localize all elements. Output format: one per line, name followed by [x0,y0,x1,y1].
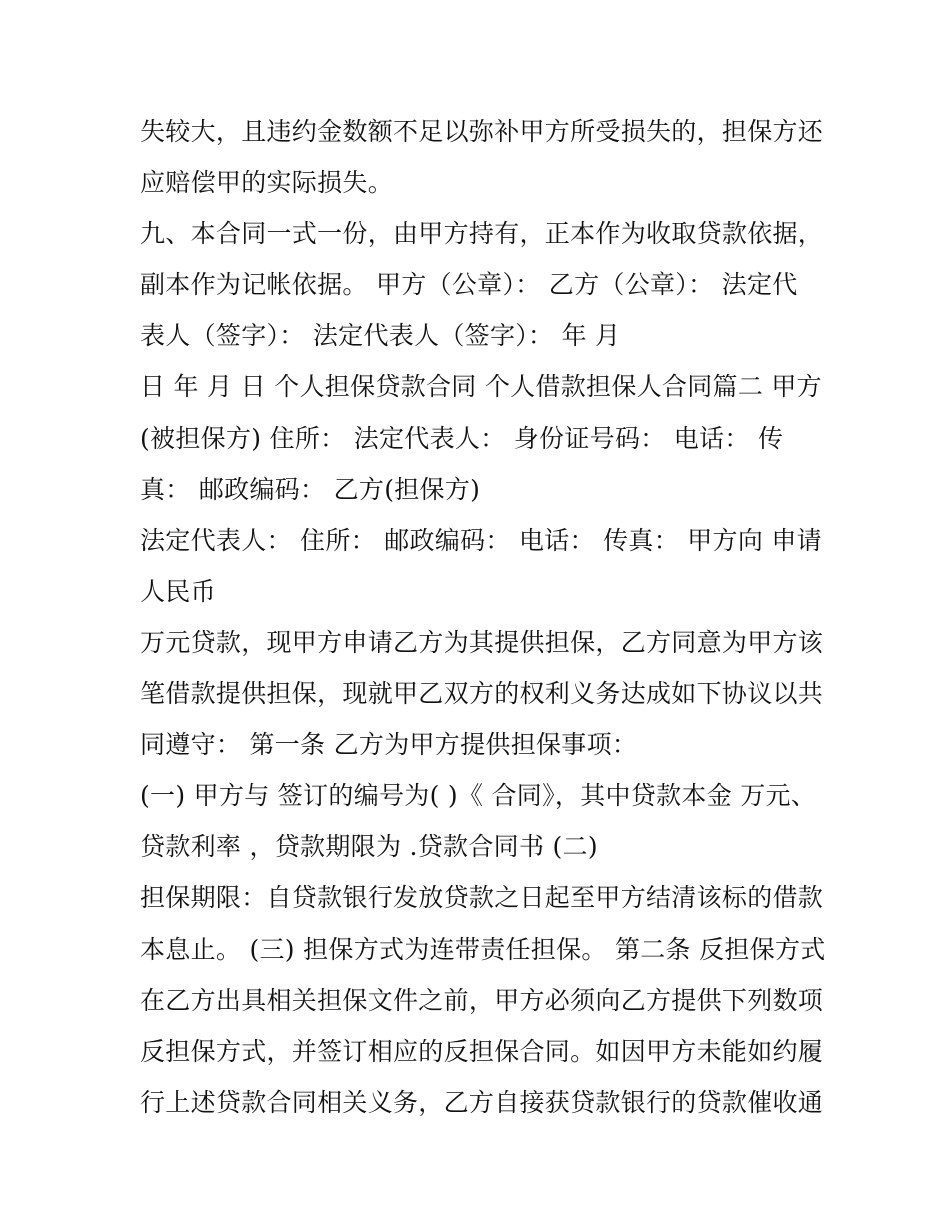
text-line: 行上述贷款合同相关义务，乙方自接获贷款银行的贷款催收通 [140,1087,824,1117]
text-line: 贷款利率 ，贷款期限为 .贷款合同书 (二) [140,832,598,862]
text-line: 本息止。 (三) 担保方式为连带责任担保。 第二条 反担保方式 [140,934,826,964]
text-line: (被担保方) 住所： 法定代表人： 身份证号码： 电话： 传 [140,423,784,453]
text-line: 真： 邮政编码： 乙方(担保方) [140,474,481,504]
text-line: 笔借款提供担保，现就甲乙双方的权利义务达成如下协议以共 [140,679,824,709]
text-line: 副本作为记帐依据。 甲方（公章）： 乙方（公章）： 法定代 [140,270,798,300]
text-line: 担保期限：自贷款银行发放贷款之日起至甲方结清该标的借款 [140,883,824,913]
text-line: 应赔偿甲的实际损失。 [140,168,394,198]
text-line: 在乙方出具相关担保文件之前，甲方必须向乙方提供下列数项 [140,985,824,1015]
text-line: 万元贷款，现甲方申请乙方为其提供担保，乙方同意为甲方该 [140,627,824,657]
text-line: 日 年 月 日 个人担保贷款合同 个人借款担保人合同篇二 甲方 [140,372,822,402]
text-line: (一) 甲方与 签订的编号为( )《 合同》，其中贷款本金 万元、 [140,781,817,811]
text-line: 法定代表人： 住所： 邮政编码： 电话： 传真： 甲方向 申请 [140,525,822,555]
text-line: 反担保方式，并签订相应的反担保合同。如因甲方未能如约履 [140,1036,824,1066]
text-line: 人民币 [140,576,216,606]
text-line: 九、本合同一式一份，由甲方持有，正本作为收取贷款依据， [140,219,824,249]
text-line: 同遵守： 第一条 乙方为甲方提供担保事项： [140,730,638,760]
text-line: 表人（签字）： 法定代表人（签字）： 年 月 [140,321,621,351]
contract-text-body [140,106,826,1128]
text-line: 失较大，且违约金数额不足以弥补甲方所受损失的，担保方还 [140,117,824,146]
